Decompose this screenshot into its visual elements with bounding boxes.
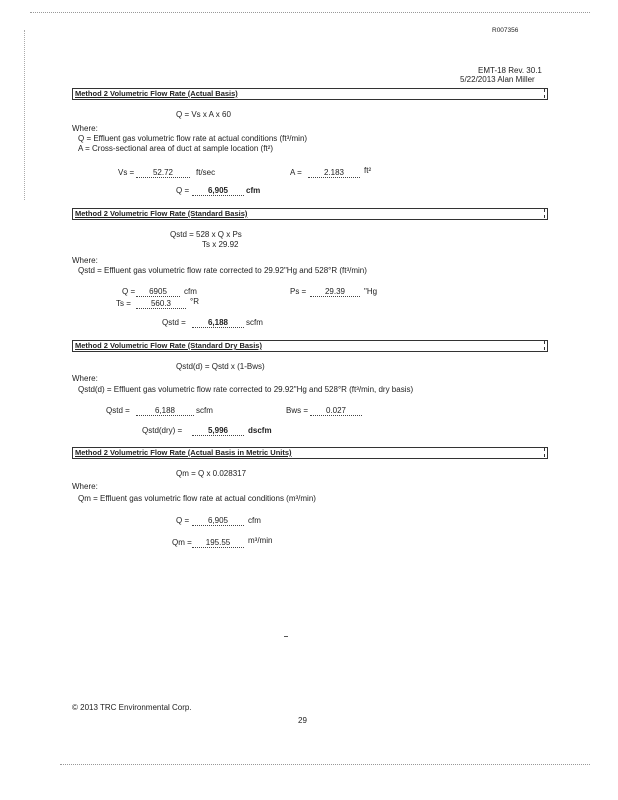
bws-label: Bws =	[286, 406, 309, 415]
where-label: Where:	[72, 482, 98, 491]
qstd-value: 6,188	[192, 318, 244, 328]
section-title: Method 2 Volumetric Flow Rate (Actual Basis in Metric Units)	[75, 448, 292, 457]
q-label: Q =	[176, 186, 190, 195]
bws-value: 0.027	[310, 406, 362, 416]
qstd-label: Qstd =	[106, 406, 130, 415]
vs-value: 52.72	[136, 168, 190, 178]
formula-standard-dry: Qstd(d) = Qstd x (1-Bws)	[176, 362, 265, 371]
qstd-dry-value: 5,996	[192, 426, 244, 436]
qm-value: 195.55	[192, 538, 244, 548]
copyright: © 2013 TRC Environmental Corp.	[72, 703, 192, 712]
section-header-standard-dry	[72, 340, 548, 352]
a-value: 2.183	[308, 168, 360, 178]
qstd-dry-unit: dscfm	[248, 426, 272, 435]
q-unit: cfm	[248, 516, 261, 525]
where-label: Where:	[72, 374, 98, 383]
page-number: 29	[298, 716, 307, 725]
q-label: Q =	[122, 287, 136, 296]
doc-ref: EMT-18 Rev. 30.1	[478, 66, 542, 75]
formula-actual: Q = Vs x A x 60	[176, 110, 231, 119]
q-value: 6905	[136, 287, 180, 297]
section-title: Method 2 Volumetric Flow Rate (Actual Basis)	[75, 89, 238, 98]
section-header-standard	[72, 208, 548, 220]
definition-qm: Qm = Effluent gas volumetric flow rate at actual conditions (m³/min)	[78, 494, 316, 503]
definition-q: Q = Effluent gas volumetric flow rate at actual conditions (ft³/min)	[78, 134, 308, 143]
q-unit: cfm	[184, 287, 197, 296]
scan-left-border	[24, 30, 25, 200]
qstd-dry-label: Qstd(dry) =	[142, 426, 183, 435]
ps-value: 29.39	[310, 287, 360, 297]
ts-label: Ts =	[116, 299, 131, 308]
qstd-unit: scfm	[196, 406, 213, 415]
definition-qstdd: Qstd(d) = Effluent gas volumetric flow rate corrected to 29.92"Hg and 528°R (ft³/min, dry basis)	[78, 385, 414, 394]
qm-unit: m³/min	[248, 536, 273, 545]
vs-unit: ft/sec	[196, 168, 216, 177]
doc-id: R007356	[492, 27, 519, 34]
a-label: A =	[290, 168, 302, 177]
definition-a: A = Cross-sectional area of duct at sample location (ft²)	[78, 144, 273, 153]
q-value: 6,905	[192, 516, 244, 526]
q-value: 6,905	[192, 186, 244, 196]
qm-label: Qm =	[172, 538, 192, 547]
where-label: Where:	[72, 124, 98, 133]
definition-qstd: Qstd = Effluent gas volumetric flow rate corrected to 29.92"Hg and 528°R (ft³/min)	[78, 266, 367, 275]
date-author: 5/22/2013 Alan Miller	[460, 75, 535, 84]
section-title: Method 2 Volumetric Flow Rate (Standard Dry Basis)	[75, 341, 262, 350]
vs-label: Vs =	[118, 168, 135, 177]
q-unit: cfm	[246, 186, 261, 195]
section-header-metric	[72, 447, 548, 459]
ts-value: 560.3	[136, 299, 186, 309]
formula-standard-numerator: Qstd = 528 x Q x Ps	[170, 230, 242, 239]
q-label: Q =	[176, 516, 190, 525]
where-label: Where:	[72, 256, 98, 265]
scan-top-border	[30, 12, 590, 13]
scan-bottom-border	[60, 764, 590, 765]
qstd-label: Qstd =	[162, 318, 186, 327]
qstd-value: 6,188	[136, 406, 194, 416]
scan-mark	[284, 636, 288, 637]
formula-metric: Qm = Q x 0.028317	[176, 469, 247, 478]
section-header-actual	[72, 88, 548, 100]
formula-standard-denominator: Ts x 29.92	[202, 240, 239, 249]
ps-label: Ps =	[290, 287, 307, 296]
qstd-unit: scfm	[246, 318, 263, 327]
a-unit: ft²	[364, 166, 372, 175]
ts-unit: °R	[190, 297, 199, 306]
section-title: Method 2 Volumetric Flow Rate (Standard Basis)	[75, 209, 248, 218]
ps-unit: "Hg	[364, 287, 378, 296]
